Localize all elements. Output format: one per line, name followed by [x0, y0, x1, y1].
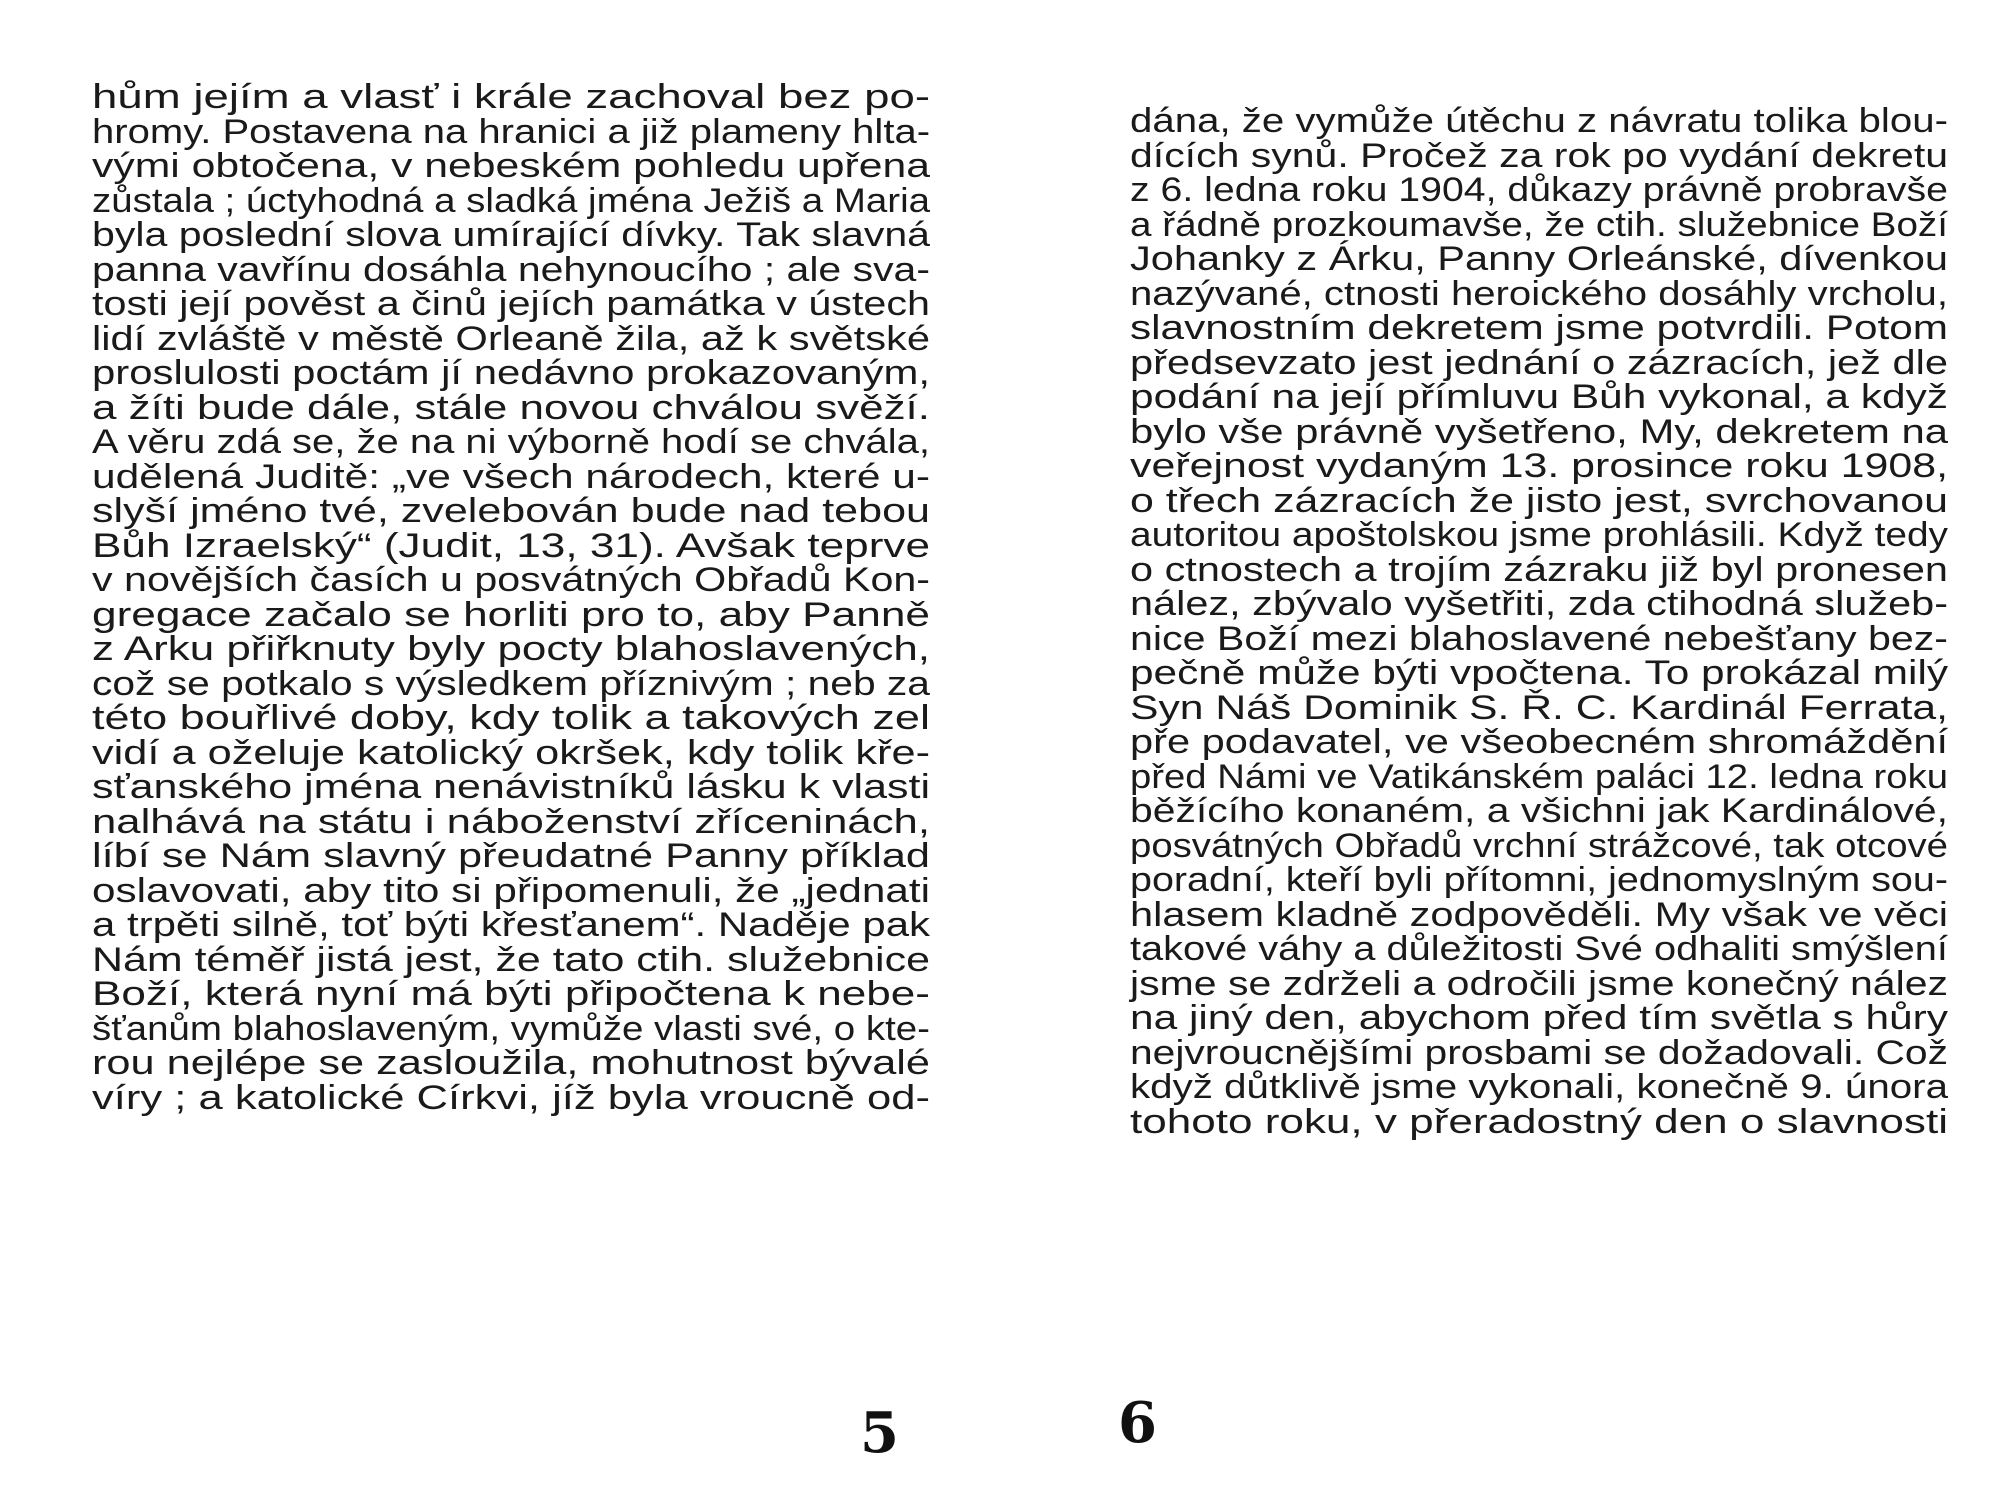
left-page-number: 5 [860, 1400, 899, 1466]
text-line: a trpěti silně, toť býti křesťanem“. Naděje pak [92, 906, 931, 944]
text-line: panna vavřínu dosáhla nehynoucího ; ale sva- [92, 250, 930, 289]
text-line: vými obtočena, v nebeském pohledu upřena [92, 147, 931, 185]
text-line: takové váhy a důležitosti Své odhaliti smýšlení [1130, 930, 1948, 968]
text-line: nejvroucnějšími prosbami se dožadovali. Což [1130, 1033, 1948, 1072]
text-line: o ctnostech a trojím zázraku již byl pronesen [1130, 550, 1948, 589]
text-line: šťanům blahoslaveným, vymůže vlasti své, o kte- [92, 1009, 930, 1048]
text-line: hlasem kladně zodpověděli. My však ve věci [1130, 895, 1948, 934]
text-line: podání na její přímluvu Bůh vykonal, a když [1130, 378, 1948, 416]
text-line: dících synů. Pročež za rok po vydání dekretu [1130, 136, 1949, 175]
text-line: bylo vše právně vyšetřeno, My, dekretem na [1130, 412, 1949, 451]
text-line: dána, že vymůže útěchu z návratu tolika blou- [1130, 102, 1948, 140]
text-line: rou nejlépe se zasloužila, mohutnost bývalé [92, 1044, 931, 1082]
text-line: A věru zdá se, že na ni výborně hodí se chvála, [92, 423, 931, 461]
text-line: hům jejím a vlasť i krále zachoval bez po- [92, 78, 931, 116]
text-line: slavnostním dekretem jsme potvrdili. Potom [1130, 309, 1949, 347]
text-line: Nám téměř jistá jest, že tato ctih. služebnice [92, 940, 930, 979]
text-line: víry ; a katolické Církvi, jíž byla vroucně od- [92, 1078, 931, 1117]
right-page [1008, 0, 2016, 1501]
text-line: sťanského jména nenávistníků lásku k vlasti [92, 768, 931, 806]
text-line: Boží, která nyní má býti připočtena k nebe- [92, 975, 930, 1013]
text-line: tohoto roku, v přeradostný den o slavnosti [1130, 1102, 1948, 1141]
text-line: jsme se zdrželi a odročili jsme konečný nález [1130, 964, 1949, 1003]
text-line: zůstala ; úctyhodná a sladká jména Ježiš a Maria [92, 181, 931, 220]
text-line: pře podavatel, ve všeobecném shromáždění [1130, 723, 1948, 761]
text-line: gregace začalo se horliti pro to, aby Panně [92, 595, 930, 634]
text-line: proslulosti poctám jí nedávno prokazovaným, [92, 354, 930, 392]
text-line: před Námi ve Vatikánském paláci 12. ledna roku [1130, 757, 1948, 796]
text-line: z Arku přiřknuty byly pocty blahoslavených, [92, 630, 930, 668]
right-page-number: 6 [1118, 1390, 1157, 1456]
text-line: nález, zbývalo vyšetřiti, zda ctihodná služeb- [1130, 585, 1949, 623]
text-line: na jiný den, abychom před tím světla s hůry [1130, 999, 1949, 1037]
text-line: a žíti bude dále, stále novou chválou svěží. [92, 388, 930, 427]
text-line: Bůh Izraelský“ (Judit, 13, 31). Avšak teprve [92, 526, 931, 565]
text-line: když důtklivě jsme vykonali, konečně 9. února [1130, 1068, 1949, 1106]
text-line: hromy. Postavena na hranici a již plameny hlta- [92, 112, 931, 151]
text-line: pečně může býti vpočtena. To prokázal milý [1130, 654, 1949, 692]
text-line: o třech zázracích že jisto jest, svrchovanou [1130, 481, 1949, 520]
text-line: poradní, kteří byli přítomni, jednomyslným sou- [1130, 861, 1948, 899]
text-line: Syn Náš Dominik S. Ř. C. Kardinál Ferrata, [1130, 688, 1948, 727]
text-line: vidí a oželuje katolický okršek, kdy tolik kře- [92, 733, 931, 772]
text-line: Johanky z Árku, Panny Orleánské, dívenkou [1130, 240, 1949, 278]
text-line: což se potkalo s výsledkem příznivým ; neb za [92, 664, 930, 703]
text-line: nice Boží mezi blahoslavené nebešťany bez- [1130, 619, 1949, 658]
text-line: běžícího konaném, a všichni jak Kardinálové, [1130, 792, 1949, 830]
text-line: slyší jméno tvé, zvelebován bude nad tebou [92, 492, 930, 530]
text-line: této bouřlivé doby, kdy tolik a takových zel [92, 699, 930, 737]
text-line: v novějších časích u posvátných Obřadů Kon- [92, 561, 931, 599]
text-line: předsevzato jest jednání o zázracích, jež dle [1130, 343, 1948, 382]
text-line: z 6. ledna roku 1904, důkazy právně probravše [1130, 171, 1949, 209]
text-line: autoritou apoštolskou jsme prohlásili. Když tedy [1130, 516, 1948, 554]
text-line: nazývané, ctnosti heroického dosáhly vrcholu, [1130, 274, 1948, 313]
text-line: líbí se Nám slavný přeudatné Panny příklad [92, 837, 931, 875]
text-line: oslavovati, aby tito si připomenuli, že „jednati [92, 871, 931, 910]
text-line: veřejnost vydaným 13. prosince roku 1908, [1130, 447, 1949, 485]
text-line: byla poslední slova umírající dívky. Tak slavná [92, 216, 931, 254]
text-line: nalhává na státu i náboženství zříceninách, [92, 802, 930, 841]
text-line: a řádně prozkoumavše, že ctih. služebnice Boží [1130, 205, 1948, 244]
text-line: posvátných Obřadů vrchní strážcové, tak otcové [1130, 826, 1948, 865]
text-line: tosti její pověst a činů jejích památka v ústech [92, 285, 931, 323]
text-line: udělená Juditě: „ve všech národech, které u- [92, 457, 931, 496]
text-line: lidí zvláště v městě Orleaně žila, až k světské [92, 319, 931, 358]
